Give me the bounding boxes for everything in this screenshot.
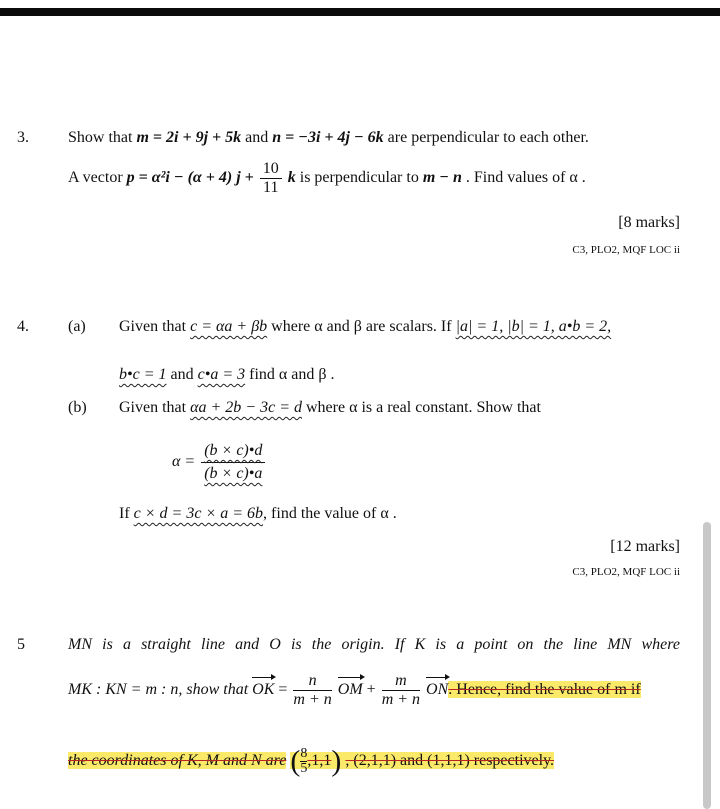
q4a-bc-expression: b•c = 1 — [119, 366, 167, 383]
q5-fraction-1 — [293, 672, 331, 709]
q3-p-expression: p = α²i − (α + 4) j + — [126, 169, 254, 187]
q3-line1-text-b: are perpendicular to each other. — [387, 129, 589, 146]
q3-p-fraction — [260, 160, 282, 197]
q4b-label: (b) — [68, 399, 87, 416]
q5-equals: = — [278, 681, 288, 699]
q4-loc: C3, PLO2, MQF LOC ii — [572, 566, 680, 578]
q4a-conditions: |a| = 1, |b| = 1, a•b = 2, — [455, 318, 612, 335]
vertical-scrollbar[interactable] — [703, 522, 711, 809]
q4a-line2-text: find α and β . — [249, 366, 335, 383]
q4b-formula — [172, 440, 267, 485]
q5-k-coordinates — [290, 744, 345, 777]
q3-line2-text-a: A vector — [68, 169, 123, 187]
q5-respectively-text-highlighted: , (2,1,1) and (1,1,1) respectively. — [345, 751, 555, 769]
q3-loc: C3, PLO2, MQF LOC ii — [572, 244, 680, 256]
q5-k-fraction-top: 8 — [300, 745, 308, 761]
q4a-ca-expression: c•a = 3 — [197, 366, 246, 383]
q4b-line3 — [119, 505, 397, 523]
q4b-expression: αa + 2b − 3c = d — [190, 399, 302, 416]
q4b-line1 — [119, 399, 541, 417]
q5-fraction-1-top: n — [293, 672, 331, 691]
q3-line2 — [68, 160, 586, 197]
q5-k-fraction-bottom: 5 — [300, 760, 308, 776]
q5-fraction-2 — [382, 672, 420, 709]
q5-hence-text-highlighted: . Hence, find the value of m if — [448, 681, 641, 699]
q4a-line2 — [119, 366, 335, 384]
q5-line1: MN is a straight line and O is the origin. If K is a point on the line MN where — [68, 636, 680, 653]
q5-plus: + — [366, 681, 376, 699]
q4b-fraction-top: (b × c)•d — [201, 440, 265, 463]
q3-line2-text-b: is perpendicular to — [299, 169, 419, 187]
q5-line2 — [68, 672, 641, 709]
q5-vector-on: ON — [426, 681, 449, 699]
q4b-line3-expression: c × d = 3c × a = 6b — [133, 505, 264, 522]
q4b-line3-text-a: If — [119, 505, 130, 522]
q3-p-expression-k: k — [287, 169, 296, 187]
q3-line1 — [68, 129, 589, 147]
q3-line2-text-c: . Find values of α . — [465, 169, 586, 187]
q5-left-paren: ( — [290, 744, 301, 777]
q4-number: 4. — [17, 318, 29, 335]
q5-fraction-1-bottom: m + n — [293, 691, 332, 708]
q5-k-rest: ,1,1 — [307, 751, 332, 769]
q4a-and: and — [170, 366, 194, 383]
q3-number: 3. — [17, 129, 29, 146]
q5-vector-ok: OK — [252, 681, 275, 699]
q3-m-expression: m = 2i + 9j + 5k — [136, 129, 242, 146]
q5-fraction-2-top: m — [382, 672, 420, 691]
q5-number: 5 — [17, 636, 25, 653]
q5-ratio-text: MK : KN = m : n, show that — [68, 681, 249, 699]
q4b-alpha-eq: α = — [172, 453, 196, 471]
q4a-c-expression: c = αa + βb — [190, 318, 268, 335]
q4b-line1-text-b: where α is a real constant. Show that — [305, 399, 541, 416]
q3-marks: [8 marks] — [618, 214, 680, 231]
q4b-line1-text-a: Given that — [119, 399, 187, 416]
q3-n-expression: n = −3i + 4j − 6k — [272, 129, 384, 146]
q4-marks: [12 marks] — [610, 538, 680, 555]
q5-vector-om: OM — [337, 681, 363, 699]
q4a-line1-text-b: where α and β are scalars. If — [271, 318, 452, 335]
q4a-line1-text-a: Given that — [119, 318, 187, 335]
q4b-fraction — [201, 440, 265, 485]
q5-right-paren: ) — [331, 744, 342, 777]
q5-coordinates-text-highlighted: the coordinates of K, M and N are — [68, 751, 287, 769]
top-border-bar — [0, 8, 720, 16]
q4b-fraction-bottom: (b × c)•a — [204, 465, 263, 482]
q3-p-fraction-top: 10 — [260, 160, 282, 179]
q5-line3 — [68, 744, 554, 778]
q3-p-fraction-bottom: 11 — [263, 179, 279, 196]
q3-and: and — [245, 129, 269, 146]
q5-fraction-2-bottom: m + n — [381, 691, 421, 708]
q3-line1-text-a: Show that — [68, 129, 133, 146]
q4a-line1 — [119, 318, 611, 336]
q4a-label: (a) — [68, 318, 86, 335]
q4b-line3-text-b: , find the value of α . — [263, 505, 397, 522]
q3-mn-expression: m − n — [422, 169, 462, 187]
